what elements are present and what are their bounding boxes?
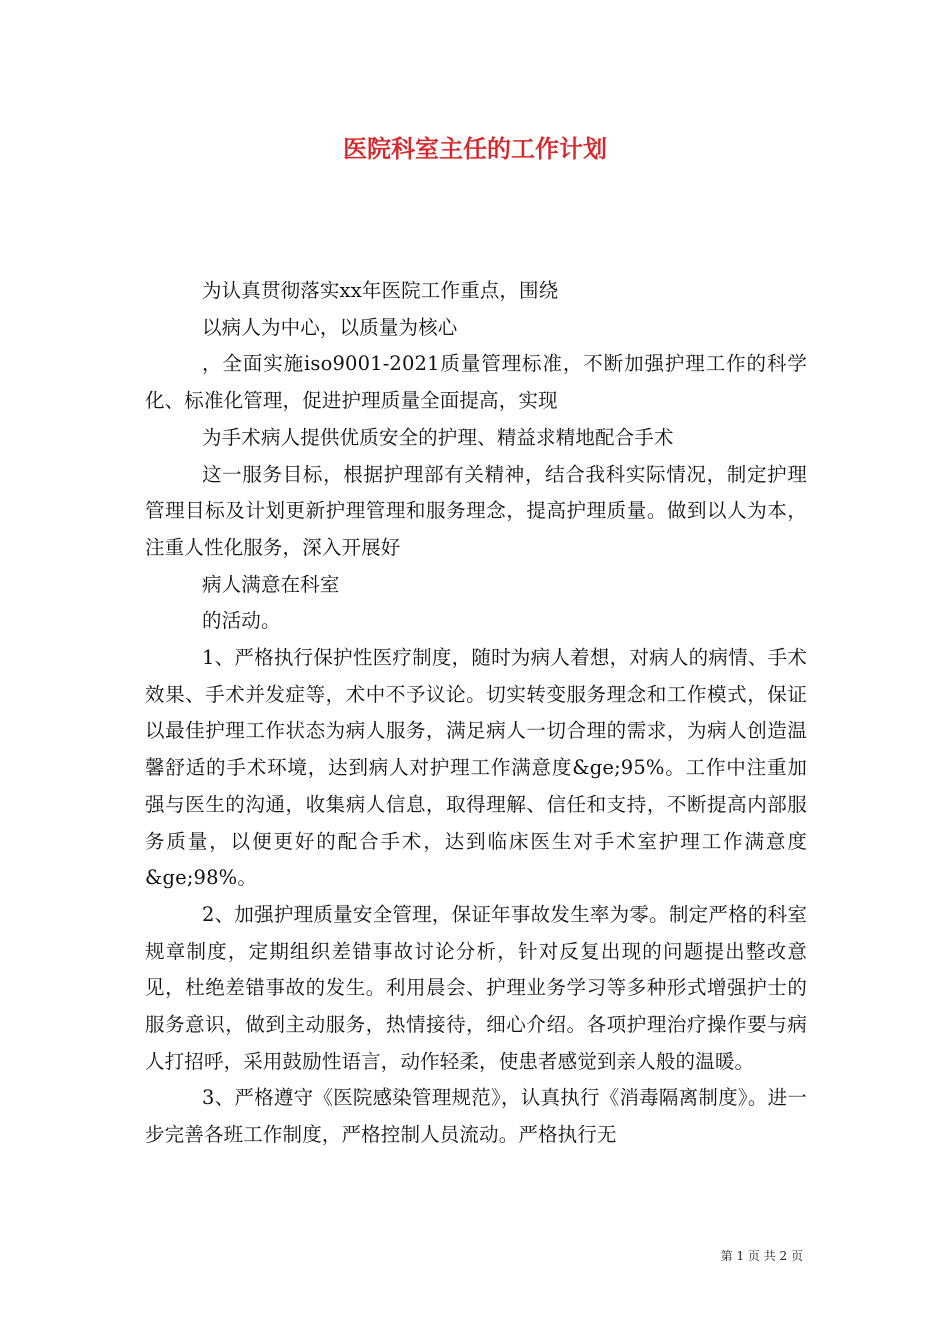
paragraph-intro-1: 为认真贯彻落实xx年医院工作重点，围绕 (202, 279, 559, 302)
document-body (145, 273, 807, 1154)
paragraph-intro-4: 为手术病人提供优质安全的护理、精益求精地配合手术 (202, 425, 674, 449)
paragraph-intro-5: 这一服务目标，根据护理部有关精神，结合我科实际情况，制定护理管理目标及计划更新护理管理和服务理念，提高护理质量。做到以人为本，注重人性化服务，深入开展好 (145, 462, 807, 559)
paragraph-intro-2: 以病人为中心，以质量为核心 (202, 315, 458, 339)
document-title: 医院科室主任的工作计划 (343, 134, 607, 163)
paragraph-item-1: 1、严格执行保护性医疗制度，随时为病人着想，对病人的病情、手术效果、手术并发症等，术中不予议论。切实转变服务理念和工作模式，保证以最佳护理工作状态为病人服务，满足病人一切合理的需求，为病人创造温馨舒适的手术环境，达到病人对护理工作满意度&ge;95%。工作中注重加强与医生的沟通，收集病人信息，取得理解、信任和支持，不断提高内部服务质量，以便更好的配合手术，达到临床医生对手术室护理工作满意度&ge;98%。 (145, 646, 807, 890)
paragraph-intro-6: 病人满意在科室 (202, 572, 340, 596)
paragraph-intro-3: ，全面实施iso9001-2021质量管理标准，不断加强护理工作的科学化、标准化管理，促进护理质量全面提高，实现 (145, 352, 807, 413)
paragraph-item-2: 2、加强护理质量安全管理，保证年事故发生率为零。制定严格的科室规章制度，定期组织差错事故讨论分析，针对反复出现的问题提出整改意见，杜绝差错事故的发生。利用晨会、护理业务学习等多种形式增强护士的服务意识，做到主动服务，热情接待，细心介绍。各项护理治疗操作要与病人打招呼，采用鼓励性语言，动作轻柔，使患者感觉到亲人般的温暖。 (145, 902, 807, 1073)
page-number: 第 1 页 共 2 页 (720, 1249, 803, 1263)
paragraph-intro-7: 的活动。 (202, 609, 281, 633)
paragraph-item-3: 3、严格遵守《医院感染管理规范》，认真执行《消毒隔离制度》。进一步完善各班工作制度，严格控制人员流动。严格执行无 (145, 1086, 807, 1147)
